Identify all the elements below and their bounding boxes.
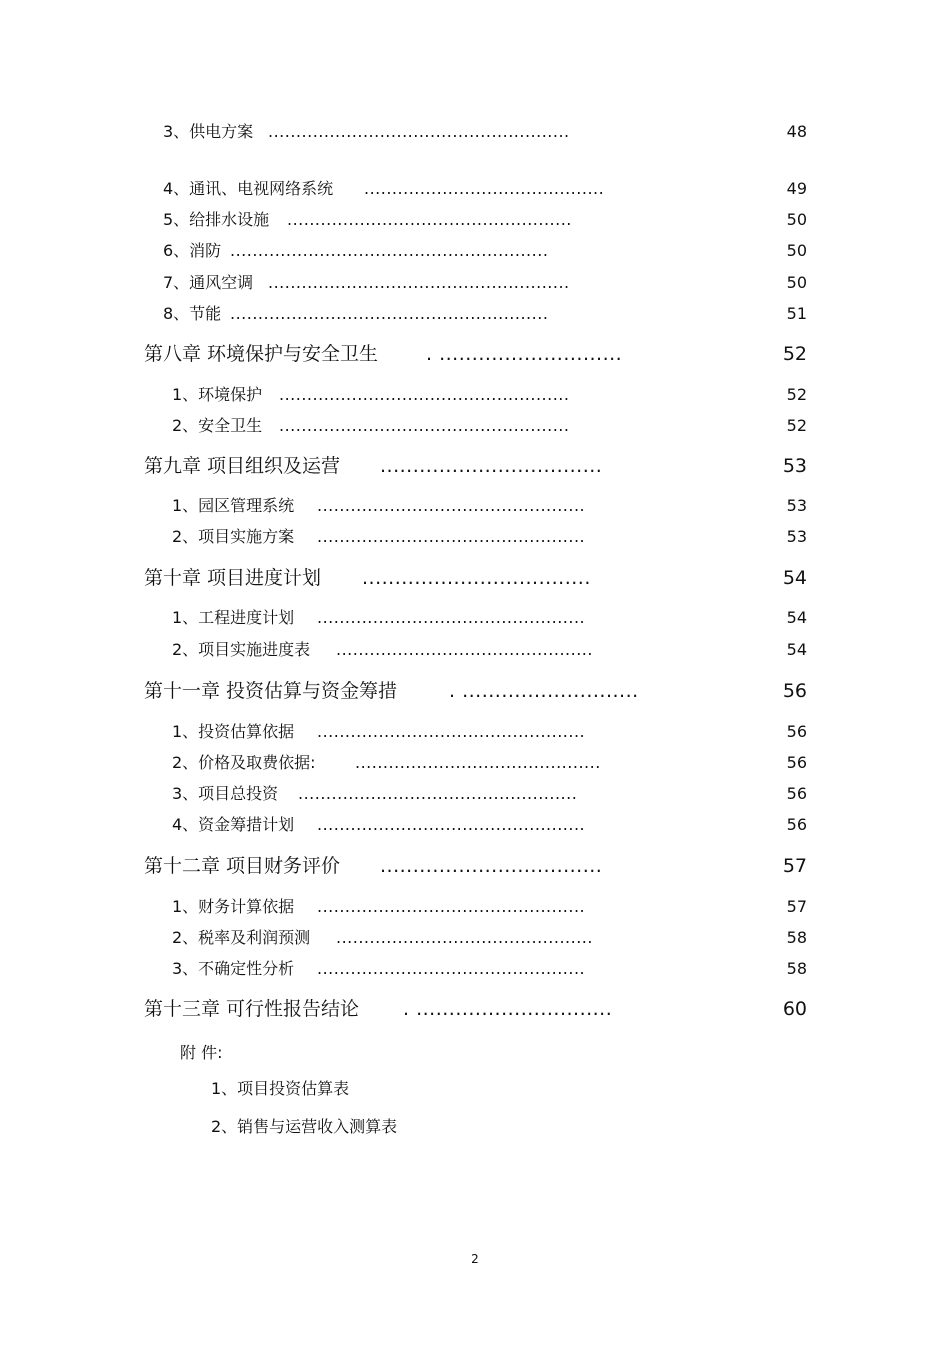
toc-chapter	[0, 342, 950, 366]
toc-entry	[0, 926, 950, 950]
toc-leader-dots: .........................................................	[230, 241, 549, 260]
toc-entry-label: 8、节能	[163, 304, 222, 323]
toc-page-number: 51	[786, 304, 807, 323]
toc-leader-dots: ......................................................	[268, 122, 570, 141]
toc-chapter-label: 第十章 项目进度计划	[144, 567, 322, 589]
toc-page-number: 56	[786, 815, 807, 834]
toc-entry	[0, 494, 950, 518]
toc-page-number: 60	[782, 998, 807, 1020]
toc-chapter	[0, 566, 950, 590]
toc-page-number: 54	[786, 608, 807, 627]
toc-leader-dots: ............................................	[355, 753, 601, 772]
toc-leader-dots: .........................................................	[230, 304, 549, 323]
toc-leader-dots: . ............................	[426, 343, 623, 365]
toc-chapter	[0, 854, 950, 878]
toc-page-number: 53	[786, 496, 807, 515]
toc-entry-label: 2、项目实施进度表	[172, 640, 311, 659]
toc-entry-label: 7、通风空调	[163, 273, 254, 292]
toc-leader-dots: ....................................................	[279, 385, 570, 404]
toc-entry-label: 4、资金筹措计划	[172, 815, 295, 834]
toc-leader-dots: . ...........................	[449, 680, 639, 702]
toc-page-number: 48	[786, 122, 807, 141]
toc-entry	[0, 751, 950, 775]
toc-leader-dots: ..................................	[380, 855, 603, 877]
toc-chapter-label: 第十一章 投资估算与资金筹措	[144, 680, 398, 702]
toc-leader-dots: ..............................................	[336, 928, 593, 947]
toc-entry-label: 3、不确定性分析	[172, 959, 295, 978]
toc-page-number: 57	[782, 855, 807, 877]
toc-entry-label: 3、项目总投资	[172, 784, 279, 803]
toc-entry-label: 6、消防	[163, 241, 222, 260]
toc-entry	[0, 525, 950, 549]
toc-entry-label: 1、投资估算依据	[172, 722, 295, 741]
toc-chapter	[0, 454, 950, 478]
toc-leader-dots: ..................................................	[298, 784, 578, 803]
toc-leader-dots: ................................................	[317, 496, 586, 515]
toc-chapter	[0, 997, 950, 1021]
toc-entry-label: 4、通讯、电视网络系统	[163, 179, 334, 198]
toc-page-number: 50	[786, 273, 807, 292]
toc-entry-label: 3、供电方案	[163, 122, 254, 141]
toc-entry-label: 2、价格及取费依据:	[172, 753, 316, 772]
toc-entry	[0, 606, 950, 630]
toc-entry	[0, 239, 950, 263]
toc-leader-dots: ...................................	[362, 567, 591, 589]
toc-leader-dots: ................................................	[317, 722, 586, 741]
toc-entry	[0, 414, 950, 438]
toc-entry-label: 2、项目实施方案	[172, 527, 295, 546]
toc-entry	[0, 208, 950, 232]
toc-page-number: 56	[786, 784, 807, 803]
toc-entry-label: 1、工程进度计划	[172, 608, 295, 627]
toc-page-number: 50	[786, 241, 807, 260]
toc-leader-dots: ..............................................	[336, 640, 593, 659]
toc-chapter-label: 第九章 项目组织及运营	[144, 455, 341, 477]
toc-chapter	[0, 679, 950, 703]
toc-page-number: 58	[786, 959, 807, 978]
toc-entry-label: 2、税率及利润预测	[172, 928, 311, 947]
toc-entry	[0, 957, 950, 981]
toc-leader-dots: ..................................	[380, 455, 603, 477]
toc-entry-label: 5、给排水设施	[163, 210, 270, 229]
toc-leader-dots: ....................................................	[279, 416, 570, 435]
toc-page-number: 54	[786, 640, 807, 659]
attachment-item: 1、项目投资估算表	[211, 1079, 350, 1098]
toc-leader-dots: ................................................	[317, 959, 586, 978]
toc-page-number: 54	[782, 567, 807, 589]
toc-page-number: 52	[786, 385, 807, 404]
toc-entry	[0, 895, 950, 919]
toc-entry	[0, 813, 950, 837]
toc-leader-dots: ................................................	[317, 608, 586, 627]
toc-leader-dots: ...................................................	[287, 210, 572, 229]
toc-entry	[0, 177, 950, 201]
page-number-footer: 2	[471, 1252, 479, 1266]
toc-entry	[0, 782, 950, 806]
toc-page-number: 56	[782, 680, 807, 702]
attachments-title: 附 件:	[180, 1043, 223, 1062]
toc-leader-dots: . ..............................	[403, 998, 613, 1020]
toc-page-number: 58	[786, 928, 807, 947]
toc-entry-label: 1、财务计算依据	[172, 897, 295, 916]
toc-page-number: 50	[786, 210, 807, 229]
toc-entry-label: 1、环境保护	[172, 385, 263, 404]
toc-entry	[0, 638, 950, 662]
toc-entry-label: 2、安全卫生	[172, 416, 263, 435]
toc-leader-dots: ................................................	[317, 527, 586, 546]
toc-entry	[0, 271, 950, 295]
toc-leader-dots: ......................................................	[268, 273, 570, 292]
toc-chapter-label: 第八章 环境保护与安全卫生	[144, 343, 379, 365]
toc-chapter-label: 第十二章 项目财务评价	[144, 855, 341, 877]
toc-leader-dots: ...........................................	[364, 179, 605, 198]
toc-page-number: 57	[786, 897, 807, 916]
toc-page-number: 52	[782, 343, 807, 365]
toc-page-number: 53	[782, 455, 807, 477]
toc-chapter-label: 第十三章 可行性报告结论	[144, 998, 360, 1020]
attachment-item: 2、销售与运营收入测算表	[211, 1117, 398, 1136]
toc-page-number: 56	[786, 722, 807, 741]
toc-entry-label: 1、园区管理系统	[172, 496, 295, 515]
toc-entry	[0, 383, 950, 407]
toc-leader-dots: ................................................	[317, 815, 586, 834]
toc-page-number: 52	[786, 416, 807, 435]
toc-page-number: 49	[786, 179, 807, 198]
toc-page-number: 53	[786, 527, 807, 546]
toc-entry	[0, 302, 950, 326]
toc-leader-dots: ................................................	[317, 897, 586, 916]
toc-page-number: 56	[786, 753, 807, 772]
toc-entry	[0, 120, 950, 144]
toc-entry	[0, 720, 950, 744]
